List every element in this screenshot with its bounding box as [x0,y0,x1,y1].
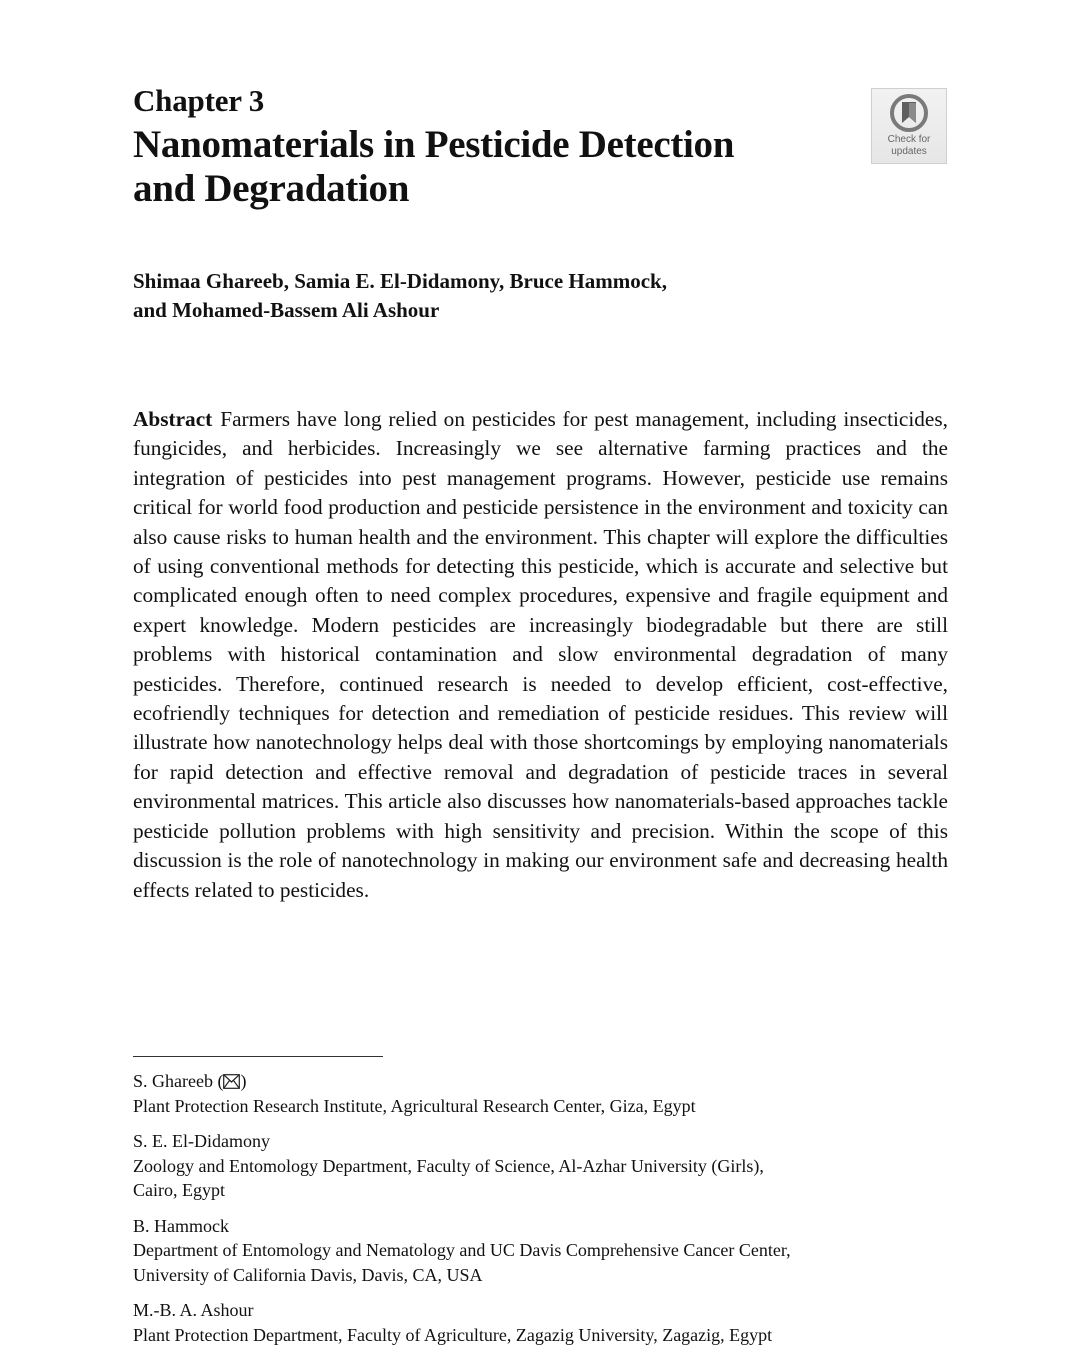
chapter-title [133,123,833,211]
affiliation-item [133,1298,948,1347]
envelope-icon[interactable] [223,1074,240,1089]
affiliation-item [133,1129,948,1203]
affiliation-item [133,1069,948,1118]
chapter-title-line: Nanomaterials in Pesticide Detection [133,123,735,166]
abstract [133,405,948,905]
affiliation-name: M.-B. A. Ashour [133,1300,254,1320]
affiliation-name: B. Hammock [133,1215,229,1236]
affiliation-address: Zoology and Entomology Department, Faculty of Science, Al-Azhar University (Girls), [133,1155,764,1176]
affiliation-name: S. Ghareeb ( ) [133,1071,247,1091]
affiliation-address: University of California Davis, Davis, CA, USA [133,1264,483,1285]
affiliation-address: Cairo, Egypt [133,1180,225,1200]
abstract-label: Abstract [133,407,213,431]
crossmark-text-line1: Check for [887,134,931,145]
check-for-updates-button[interactable] [871,88,947,164]
affiliation-address: Plant Protection Department, Faculty of Agriculture, Zagazig University, Zagazig, Egypt [133,1324,773,1345]
abstract-text: Farmers have long relied on pesticides for pest management, including insecticides, fungicides, and herbicides. Increasingly we see alternative farming practices and the integration of pesticides into pest management programs. However, pesticide use remains critical for world food production and pesticide persistence in the environment and toxicity can also cause risks to human health and the environment. This chapter will explore the difficulties of using conventional methods for detecting this pesticide, which is accurate and selective but complicated enough often to need complex procedures, expensive and fragile equipment and expert knowledge. Modern pesticides are increasingly biodegradable but there are still problems with historical contamination and slow environmental degradation of many pesticides. Therefore, continued research is needed to develop efficient, cost-effective, ecofriendly techniques for detection and remediation of pesticide residues. This review will illustrate how nanotechnology helps deal with those shortcomings by employing nanomaterials for rapid detection and effective removal and degradation of pesticide traces in several environmental matrices. This article also discusses how nanomaterials-based approaches tackle pesticide pollution problems with high sensitivity and precision. Within the scope of this discussion is the role of nanotechnology in making our environment safe and decreasing health effects related to pesticides. [133,407,948,902]
author-line: Shimaa Ghareeb, Samia E. El-Didamony, Bruce Hammock, [133,269,667,293]
chapter-title-line: and Degradation [133,167,410,210]
affiliations [133,1069,948,1358]
affiliation-address: Plant Protection Research Institute, Agricultural Research Center, Giza, Egypt [133,1095,696,1116]
crossmark-text-line2: updates [891,146,927,157]
crossmark-icon [889,93,929,133]
affiliation-address: Department of Entomology and Nematology and UC Davis Comprehensive Cancer Center, [133,1240,791,1260]
chapter-label: Chapter 3 [133,83,265,118]
affiliation-item [133,1214,948,1288]
footnote-divider [133,1056,383,1057]
author-list [133,267,833,325]
author-line: and Mohamed-Bassem Ali Ashour [133,298,440,322]
affiliation-name: S. E. El-Didamony [133,1131,270,1151]
